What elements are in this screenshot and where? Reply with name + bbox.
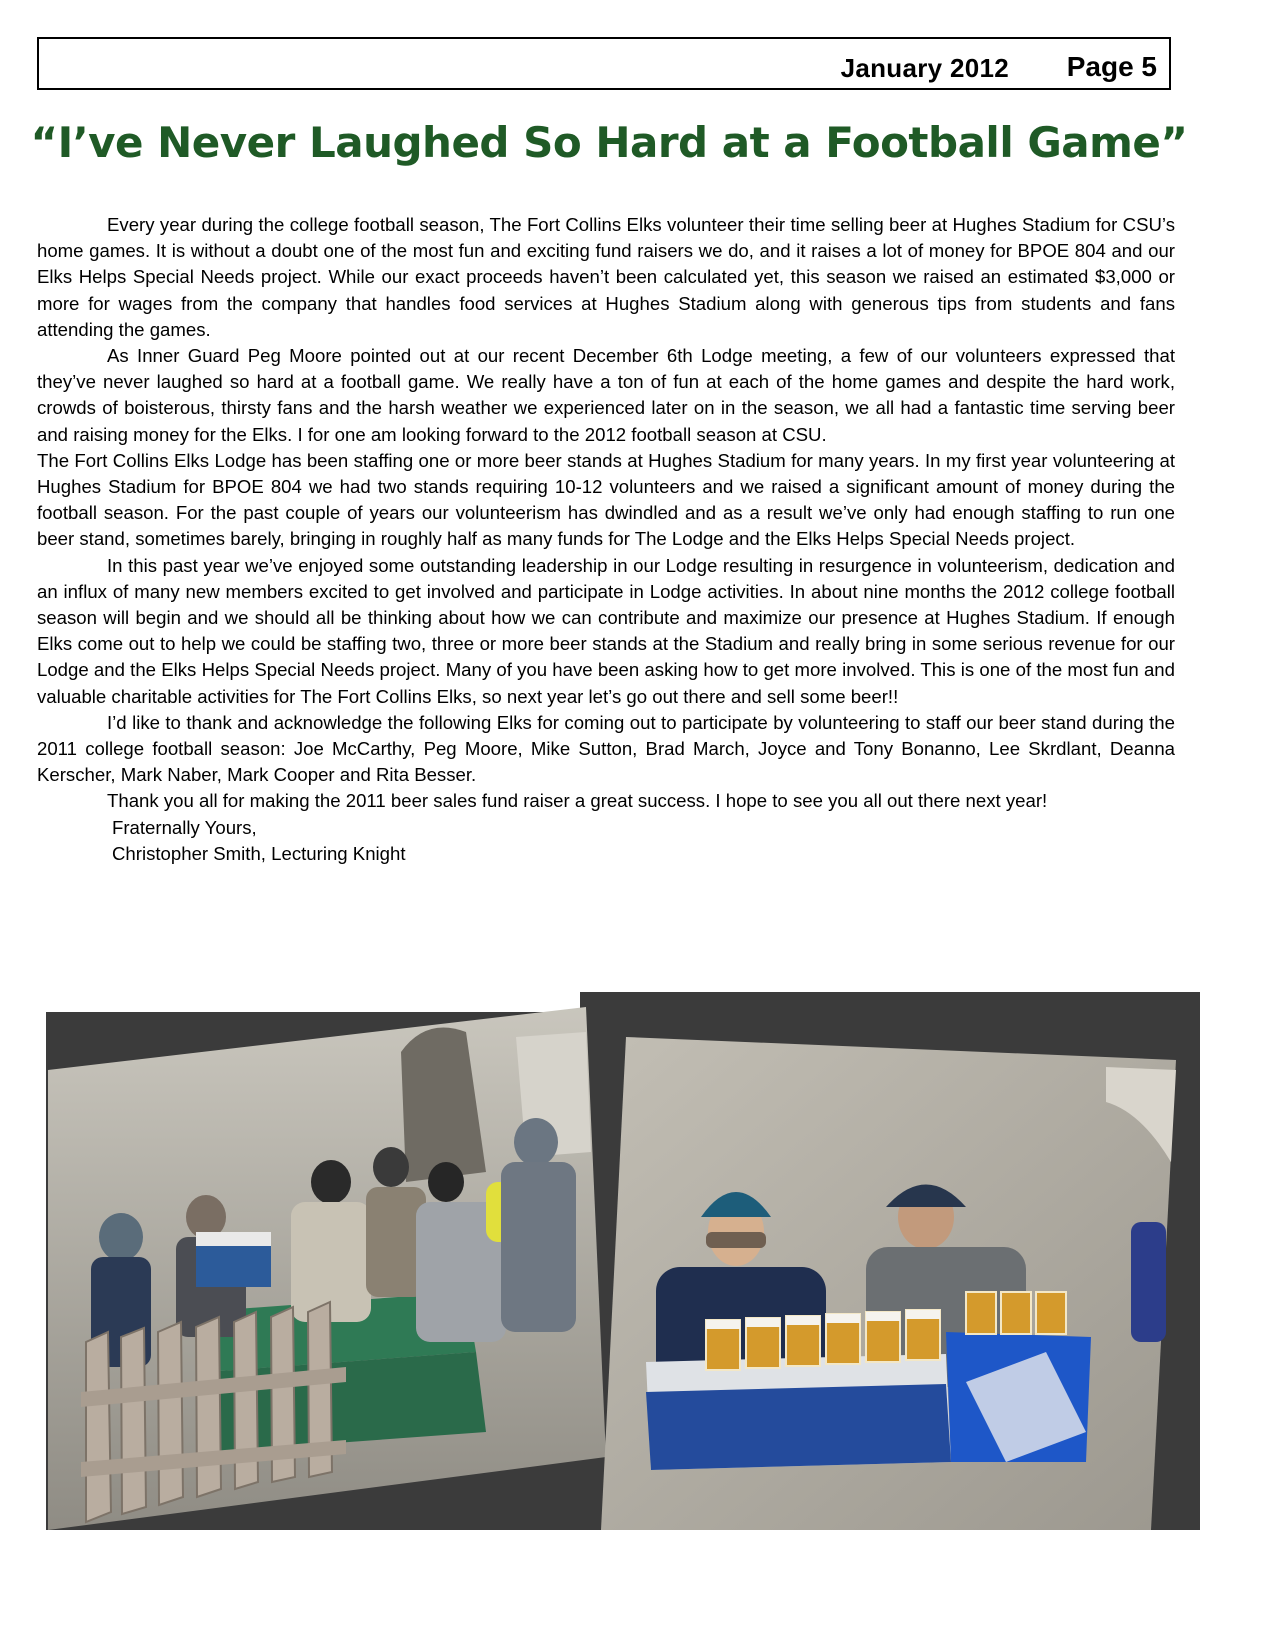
page-number: Page 5 <box>1066 51 1157 82</box>
left-photo <box>48 1007 606 1530</box>
signature-name: Christopher Smith, Lecturing Knight <box>112 842 406 864</box>
paragraph: The Fort Collins Elks Lodge has been staffing one or more beer stands at Hughes Stadium for many years. In my first year volunteering at Hughes Stadium for BPOE 804 we had two stands requiring 10-12 volunteers and we raised a significant amount of money during the football season. For the past couple of years our volunteerism has dwindled and as a result we’ve only had enough staffing to run one beer stand, sometimes barely, bringing in roughly half as many funds for The Lodge and the Elks Helps Special Needs project. <box>37 449 1175 550</box>
paragraph: In this past year we’ve enjoyed some outstanding leadership in our Lodge resulting in resurgence in volunteerism, dedication and an influx of many new members excited to get involved and participate in Lodge activities. In about nine months the 2012 college football season will begin and we should all be thinking about how we can contribute and maximize our presence at Hughes Stadium. If enough Elks come out to help we could be staffing two, three or more beer stands at the Stadium and really bring in some serious revenue for our Lodge and the Elks Helps Special Needs project. Many of you have been asking how to get more involved. This is one of the most fun and valuable charitable activities for The Fort Collins Elks, so next year let’s go out there and sell some beer!! <box>37 554 1175 707</box>
article-body <box>37 212 1175 867</box>
article-title: “I’ve Never Laughed So Hard at a Football Game” <box>30 118 1188 167</box>
photo-collage-frame <box>46 992 1200 1530</box>
signature-closing: Fraternally Yours, <box>112 816 257 838</box>
page-header <box>37 37 1171 90</box>
photo-collage <box>46 992 1200 1530</box>
right-photo <box>601 1037 1176 1530</box>
paragraph: As Inner Guard Peg Moore pointed out at our recent December 6th Lodge meeting, a few of our volunteers expressed that they’ve never laughed so hard at a football game. We really have a ton of fun at each of the home games and despite the hard work, crowds of boisterous, thirsty fans and the harsh weather we experienced later on in the season, we all had a fantastic time serving beer and raising money for the Elks. I for one am looking forward to the 2012 football season at CSU. <box>37 345 1175 445</box>
paragraph: Every year during the college football season, The Fort Collins Elks volunteer their time selling beer at Hughes Stadium for CSU’s home games. It is without a doubt one of the most fun and exciting fund raisers we do, and it raises a lot of money for BPOE 804 and our Elks Helps Special Needs project. While our exact proceeds haven’t been calculated yet, this season we raised an estimated $3,000 or more for wages from the company that handles food services at Hughes Stadium along with generous tips from students and fans attending the games. <box>37 214 1175 340</box>
paragraph: I’d like to thank and acknowledge the following Elks for coming out to participate by volunteering to staff our beer stand during the 2011 college football season: Joe McCarthy, Peg Moore, Mike Sutton, Brad March, Joyce and Tony Bonanno, Lee Skrdlant, Deanna Kerscher, Mark Naber, Mark Cooper and Rita Besser. <box>37 711 1175 786</box>
issue-date: January 2012 <box>840 53 1009 83</box>
paragraph: Thank you all for making the 2011 beer sales fund raiser a great success. I hope to see you all out there next year! <box>107 790 1048 812</box>
